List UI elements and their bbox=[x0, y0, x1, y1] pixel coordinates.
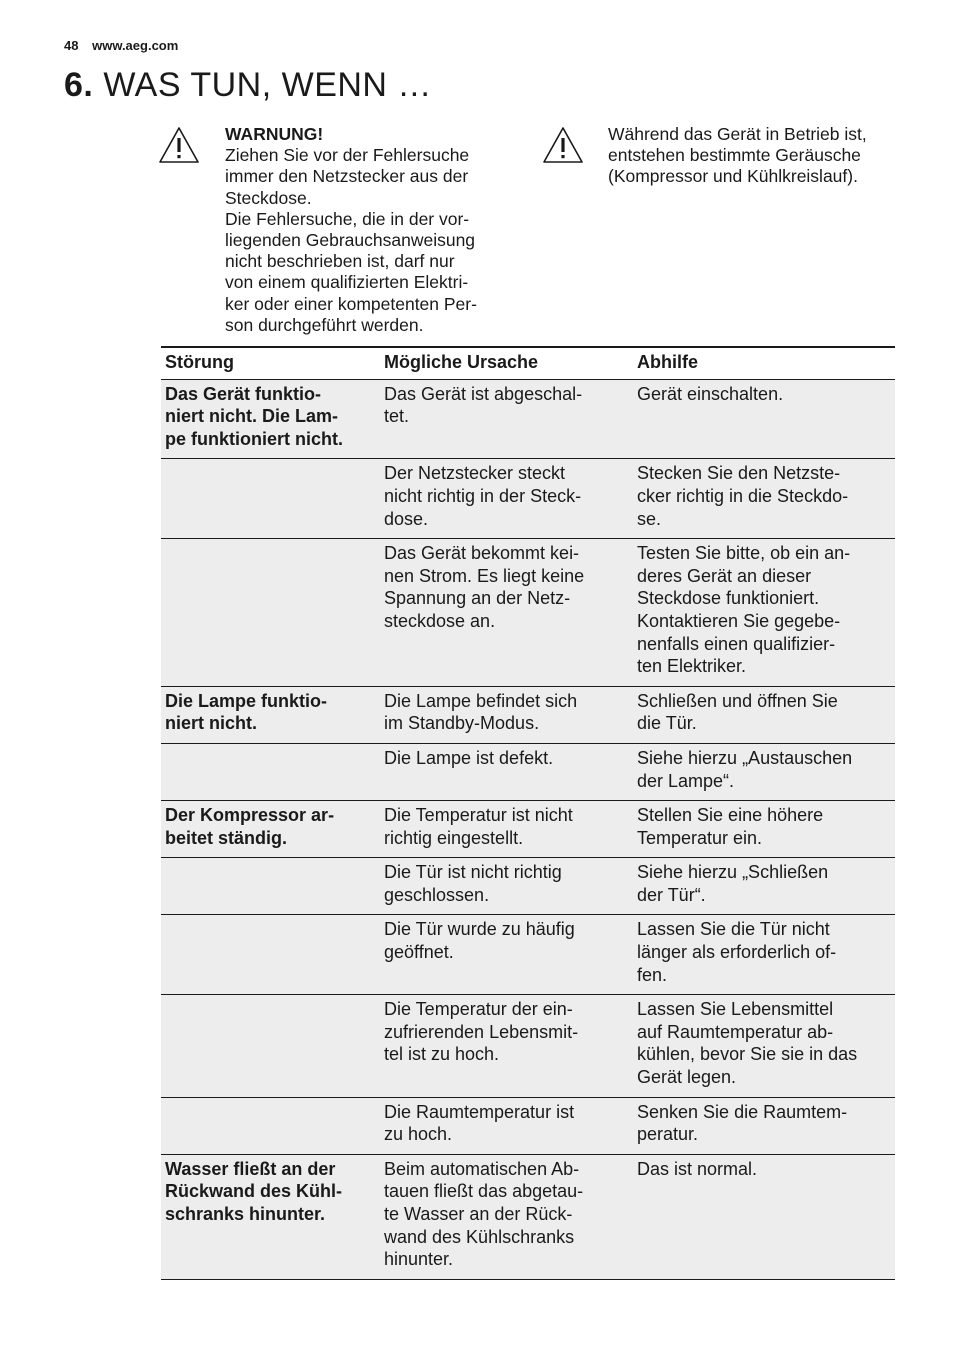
fault-cell bbox=[161, 459, 380, 539]
table-row bbox=[161, 801, 895, 858]
fault-cell bbox=[161, 539, 380, 687]
cause-cell: Die Raumtemperatur ist zu hoch. bbox=[380, 1097, 633, 1154]
table-row bbox=[161, 915, 895, 995]
table-row bbox=[161, 743, 895, 800]
remedy-cell: Lassen Sie die Tür nicht länger als erforderlich of- fen. bbox=[633, 915, 895, 995]
warning-triangle-icon bbox=[542, 126, 584, 164]
cause-cell: Beim automatischen Ab- tauen fließt das abgetau- te Wasser an der Rück- wand des Kühlschranks hinunter. bbox=[380, 1154, 633, 1279]
website-url: www.aeg.com bbox=[92, 38, 179, 53]
cause-cell: Die Lampe befindet sich im Standby-Modus. bbox=[380, 686, 633, 743]
cause-cell: Die Temperatur ist nicht richtig eingestellt. bbox=[380, 801, 633, 858]
table-row bbox=[161, 379, 895, 459]
fault-cell bbox=[161, 858, 380, 915]
table-row bbox=[161, 1154, 895, 1279]
cause-cell: Das Gerät ist abgeschal- tet. bbox=[380, 379, 633, 459]
warning-title: WARNUNG! bbox=[225, 124, 324, 144]
column-header-remedy: Abhilfe bbox=[633, 347, 895, 379]
cause-cell: Die Temperatur der ein- zufrierenden Lebensmit- tel ist zu hoch. bbox=[380, 995, 633, 1097]
remedy-cell: Das ist normal. bbox=[633, 1154, 895, 1279]
table-row bbox=[161, 686, 895, 743]
column-header-cause: Mögliche Ursache bbox=[380, 347, 633, 379]
fault-cell bbox=[161, 1097, 380, 1154]
fault-cell bbox=[161, 995, 380, 1097]
remedy-cell: Stecken Sie den Netzste- cker richtig in die Steckdo- se. bbox=[633, 459, 895, 539]
cause-cell: Die Tür ist nicht richtig geschlossen. bbox=[380, 858, 633, 915]
fault-cell: Der Kompressor ar- beitet ständig. bbox=[161, 801, 380, 858]
table-row bbox=[161, 1097, 895, 1154]
fault-cell: Die Lampe funktio- niert nicht. bbox=[161, 686, 380, 743]
cause-cell: Der Netzstecker steckt nicht richtig in der Steck- dose. bbox=[380, 459, 633, 539]
warning-text: Ziehen Sie vor der Fehlersuche immer den Netzstecker aus der Steckdose. Die Fehlersuche, die in der vor- liegenden Gebrauchsanweisung nicht beschrieben ist, darf nur von einem qualifizierten Elektri- ker oder einer kompetenten Per- son durchgeführt werden. bbox=[225, 145, 477, 335]
cause-cell: Die Tür wurde zu häufig geöffnet. bbox=[380, 915, 633, 995]
fault-cell: Wasser fließt an der Rückwand des Kühl- schranks hinunter. bbox=[161, 1154, 380, 1279]
fault-cell bbox=[161, 743, 380, 800]
section-title-text: WAS TUN, WENN … bbox=[103, 66, 432, 104]
cause-cell: Das Gerät bekommt kei- nen Strom. Es liegt keine Spannung an der Netz- steckdose an. bbox=[380, 539, 633, 687]
table-row bbox=[161, 539, 895, 687]
remedy-cell: Lassen Sie Lebensmittel auf Raumtemperatur ab- kühlen, bevor Sie sie in das Gerät legen. bbox=[633, 995, 895, 1097]
column-header-fault: Störung bbox=[161, 347, 380, 379]
fault-cell: Das Gerät funktio- niert nicht. Die Lam- pe funktioniert nicht. bbox=[161, 379, 380, 459]
cause-cell: Die Lampe ist defekt. bbox=[380, 743, 633, 800]
table-row bbox=[161, 995, 895, 1097]
remedy-cell: Siehe hierzu „Austauschen der Lampe“. bbox=[633, 743, 895, 800]
remedy-cell: Gerät einschalten. bbox=[633, 379, 895, 459]
notice-text: Während das Gerät in Betrieb ist, entstehen bestimmte Geräusche (Kompressor und Kühlkreislauf). bbox=[608, 124, 867, 187]
remedy-cell: Senken Sie die Raumtem- peratur. bbox=[633, 1097, 895, 1154]
section-title bbox=[64, 66, 432, 105]
fault-cell bbox=[161, 915, 380, 995]
remedy-cell: Stellen Sie eine höhere Temperatur ein. bbox=[633, 801, 895, 858]
warning-triangle-icon bbox=[158, 126, 200, 164]
remedy-cell: Testen Sie bitte, ob ein an- deres Gerät an dieser Steckdose funktioniert. Kontaktieren Sie gegebe- nenfalls einen qualifizier- ten Elektriker. bbox=[633, 539, 895, 687]
section-number: 6. bbox=[64, 66, 94, 104]
page-number: 48 bbox=[64, 38, 79, 53]
table-row bbox=[161, 459, 895, 539]
troubleshooting-table bbox=[161, 346, 895, 1280]
remedy-cell: Schließen und öffnen Sie die Tür. bbox=[633, 686, 895, 743]
table-row bbox=[161, 858, 895, 915]
remedy-cell: Siehe hierzu „Schließen der Tür“. bbox=[633, 858, 895, 915]
page-header bbox=[64, 38, 178, 53]
table-header-row bbox=[161, 347, 895, 379]
